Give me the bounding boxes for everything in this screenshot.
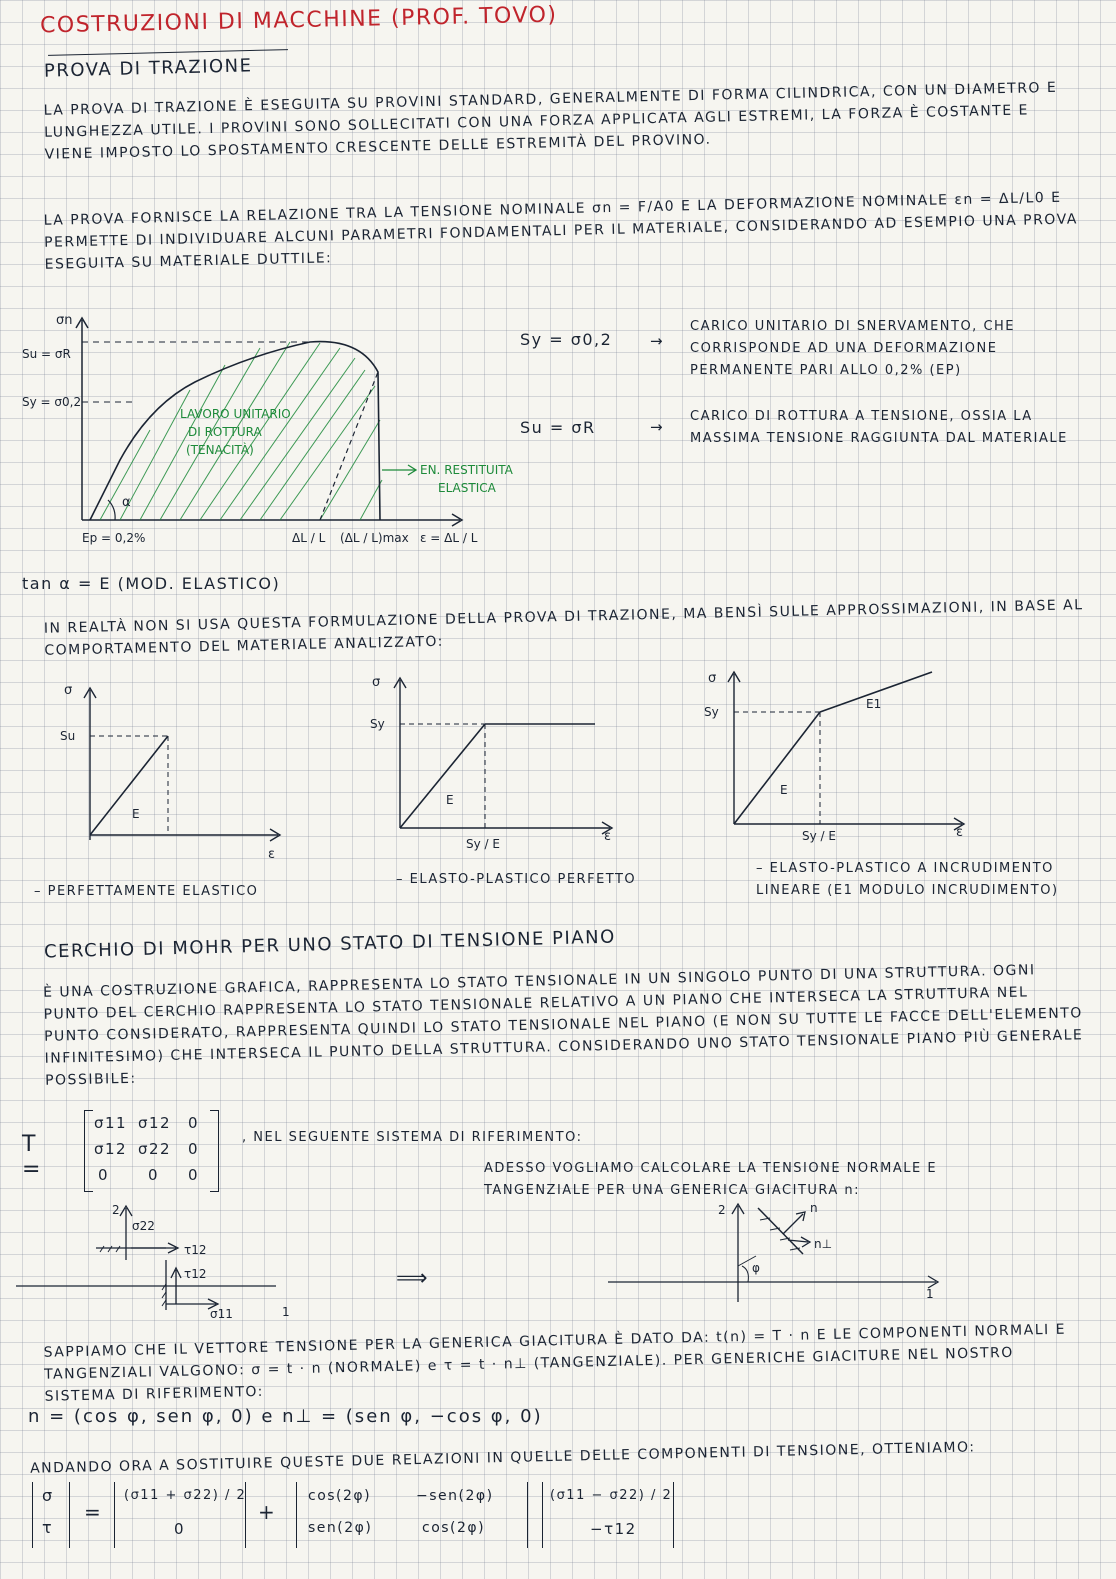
graph-sy-label: Sy = σ0,2 xyxy=(22,395,82,409)
matrix-a33: 0 xyxy=(188,1166,200,1184)
paragraph-relation: LA PROVA FORNISCE LA RELAZIONE TRA LA TENSIONE NOMINALE σn = F/A0 E LA DEFORMAZIONE NOMINALE εn = ΔL/L0 E PERMETTE DI INDIVIDUARE ALCUNI PARAMETRI FONDAMENTALI PER IL MATERIALE, CONSIDERANDO AD ESEMPIO UNA PROVA ESEGUITA SU MATERIALE DUTTILE: xyxy=(43,189,1079,273)
graph-elastic-label-2: ELASTICA xyxy=(438,481,496,495)
graph-work-label-1: LAVORO UNITARIO xyxy=(180,407,291,421)
matrix-a31: 0 xyxy=(98,1166,110,1184)
model3-sx-label: Sy / E xyxy=(802,829,836,843)
final-equation xyxy=(24,1478,704,1562)
v2-bottom: −τ12 xyxy=(590,1520,637,1538)
stress-strain-graph xyxy=(20,310,580,590)
giac-phi-label: φ xyxy=(752,1261,760,1275)
rot-m21: sen(2φ) xyxy=(308,1520,373,1536)
stress-element-diagram xyxy=(16,1200,316,1320)
graph-x-axis-label: ε = ΔL / L xyxy=(420,531,478,545)
section-heading-mohr: CERCHIO DI MOHR PER UNO STATO DI TENSIONE PIANO xyxy=(43,926,616,963)
rot-m11: cos(2φ) xyxy=(308,1488,372,1504)
elem-s11-label: σ11 xyxy=(210,1307,233,1321)
model3-s-label: Sy xyxy=(704,705,719,719)
paragraph-mohr: È UNA COSTRUZIONE GRAFICA, RAPPRESENTA LO STATO TENSIONALE IN UN SINGOLO PUNTO DI UNA STRUTTURA. OGNI PUNTO DEL CERCHIO RAPPRESENTA LO STATO TENSIONALE RELATIVO A UN PIANO CHE INTERSECA LA STRUTTURA NEL PUNTO CONSIDERATO, RAPPRESENTA QUINDI LO STATO TENSIONALE NEL PIANO (E NON SU TUTTE LE FACCE DELL'ELEMENTO INFINITESIMO) CHE INTERSECA IL PUNTO DELLA STRUTTURA. CONSIDERANDO UNO STATO TENSIONALE PIANO PIÙ GENERALE POSSIBILE: xyxy=(42,962,1084,1089)
model1-x-label: ε xyxy=(268,847,276,862)
rot-m22: cos(2φ) xyxy=(422,1520,486,1536)
lhs-tau: τ xyxy=(42,1518,54,1537)
model3-e1-label: E1 xyxy=(866,697,882,711)
tan-equation: tan α = E (MOD. ELASTICO) xyxy=(22,574,281,593)
model2-s-label: Sy xyxy=(370,717,385,731)
graph-su-label: Su = σR xyxy=(22,347,71,361)
def-sy-equation: Sy = σ0,2 xyxy=(520,330,613,349)
giac-axis2-label: 2 xyxy=(718,1203,726,1217)
giac-n-label: n xyxy=(810,1201,818,1215)
matrix-label: T = xyxy=(22,1132,42,1182)
matrix-bracket-left xyxy=(84,1110,93,1192)
model3-caption: – ELASTO-PLASTICO A INCRUDIMENTO LINEARE (E1 MODULO INCRUDIMENTO) xyxy=(756,861,1059,898)
plus-sign: + xyxy=(258,1500,277,1524)
implies-arrow: ⟹ xyxy=(396,1266,430,1291)
matrix-bracket-right xyxy=(210,1110,219,1192)
paragraph-intro: LA PROVA DI TRAZIONE È ESEGUITA SU PROVINI STANDARD, GENERALMENTE DI FORMA CILINDRICA, CON UN DIAMETRO E LUNGHEZZA UTILE. I PROVINI SONO SOLLECITATI CON UNA FORZA APPLICATA AGLI ESTREMI, LA FORZA È COSTANTE E VIENE IMPOSTO LO SPOSTAMENTO CRESCENTE DELLE ESTREMITÀ DEL PROVINO. xyxy=(43,79,1058,163)
model1-e-label: E xyxy=(132,807,140,821)
matrix-a21: σ12 xyxy=(94,1140,128,1158)
model2-y-label: σ xyxy=(372,675,381,690)
graph-elastic-label-1: EN. RESTITUITA xyxy=(420,463,513,477)
graph-x-label-2: (ΔL / L)max xyxy=(340,531,409,545)
def-su-arrow: → xyxy=(650,418,665,436)
model3-x-label: ε xyxy=(956,825,964,840)
elem-s22-label: σ22 xyxy=(132,1219,155,1233)
giacitura-diagram xyxy=(598,1196,948,1306)
model2-x-label: ε xyxy=(604,829,612,844)
model1-caption: – PERFETTAMENTE ELASTICO xyxy=(34,884,259,899)
graph-alpha-label: α xyxy=(122,495,131,510)
matrix-note: , NEL SEGUENTE SISTEMA DI RIFERIMENTO: xyxy=(242,1130,583,1145)
model2-caption: – ELASTO-PLASTICO PERFETTO xyxy=(396,872,637,887)
giac-axis1-label: 1 xyxy=(926,1287,934,1301)
def-su-equation: Su = σR xyxy=(520,418,596,437)
def-su-text: CARICO DI ROTTURA A TENSIONE, OSSIA LA MASSIMA TENSIONE RAGGIUNTA DAL MATERIALE xyxy=(690,409,1068,446)
graph-work-label-2: DI ROTTURA xyxy=(188,425,262,439)
graph-work-label-3: (TENACITÀ) xyxy=(186,443,254,457)
matrix-a11: σ11 xyxy=(94,1114,128,1132)
vector-equation: n = (cos φ, sen φ, 0) e n⊥ = (sen φ, −cos φ, 0) xyxy=(28,1406,543,1427)
matrix-a22: σ22 xyxy=(138,1140,172,1158)
elem-t12a-label: τ12 xyxy=(184,1243,207,1257)
graph-ep-label: Ep = 0,2% xyxy=(82,531,146,545)
matrix-a32: 0 xyxy=(148,1166,160,1184)
lhs-sigma: σ xyxy=(42,1486,54,1505)
graph-x-label-1: ΔL / L xyxy=(292,531,326,545)
model3-e-label: E xyxy=(780,783,788,797)
v1-bottom: 0 xyxy=(174,1520,186,1538)
matrix-a12: σ12 xyxy=(138,1114,172,1132)
model2-sx-label: Sy / E xyxy=(466,837,500,851)
giac-nperp-label: n⊥ xyxy=(814,1237,833,1251)
model2-e-label: E xyxy=(446,793,454,807)
model1-y-label: σ xyxy=(64,683,73,698)
section-heading-trazione: PROVA DI TRAZIONE xyxy=(43,55,253,82)
model-graph-elasto-plastic xyxy=(360,670,620,870)
rot-m12: −sen(2φ) xyxy=(416,1488,494,1504)
paragraph-approx: IN REALTÀ NON SI USA QUESTA FORMULAZIONE DELLA PROVA DI TRAZIONE, MA BENSÌ SULLE APPROSSIMAZIONI, IN BASE AL COMPORTAMENTO DEL MATERIALE ANALIZZATO: xyxy=(43,597,1084,659)
v1-top: (σ11 + σ22) / 2 xyxy=(124,1488,247,1503)
v2-top: (σ11 − σ22) / 2 xyxy=(550,1488,673,1503)
elem-t12b-label: τ12 xyxy=(184,1267,207,1281)
paragraph-substitute: ANDANDO ORA A SOSTITUIRE QUESTE DUE RELAZIONI IN QUELLE DELLE COMPONENTI DI TENSIONE, OTTENIAMO: xyxy=(29,1439,976,1477)
page-title: COSTRUZIONI DI MACCHINE (PROF. TOVO) xyxy=(39,2,558,39)
eq-sign: = xyxy=(84,1500,103,1524)
model3-y-label: σ xyxy=(708,671,717,686)
matrix-a23: 0 xyxy=(188,1140,200,1158)
elem-axis2-label: 2 xyxy=(112,1203,120,1217)
model1-s-label: Su xyxy=(60,729,76,743)
model-graph-elastic xyxy=(50,680,310,880)
def-sy-arrow: → xyxy=(650,332,665,350)
graph-y-label: σn xyxy=(56,313,73,328)
elem-axis1-label: 1 xyxy=(282,1305,290,1319)
matrix-a13: 0 xyxy=(188,1114,200,1132)
note-giacitura: ADESSO VOGLIAMO CALCOLARE LA TENSIONE NORMALE E TANGENZIALE PER UNA GENERICA GIACITURA n: xyxy=(484,1161,938,1198)
paragraph-vector: SAPPIAMO CHE IL VETTORE TENSIONE PER LA GENERICA GIACITURA È DATO DA: t(n) = T · n E LE COMPONENTI NORMALI E TANGENZIALI VALGONO: σ = t · n (NORMALE) e τ = t · n⊥ (TANGENZIALE). PER GENERICHE GIACITURE NEL NOSTRO SISTEMA DI RIFERIMENTO: xyxy=(43,1321,1067,1405)
def-sy-text: CARICO UNITARIO DI SNERVAMENTO, CHE CORRISPONDE AD UNA DEFORMAZIONE PERMANENTE PARI ALLO 0,2% (EP) xyxy=(690,319,1016,378)
model-graph-hardening xyxy=(700,664,980,864)
